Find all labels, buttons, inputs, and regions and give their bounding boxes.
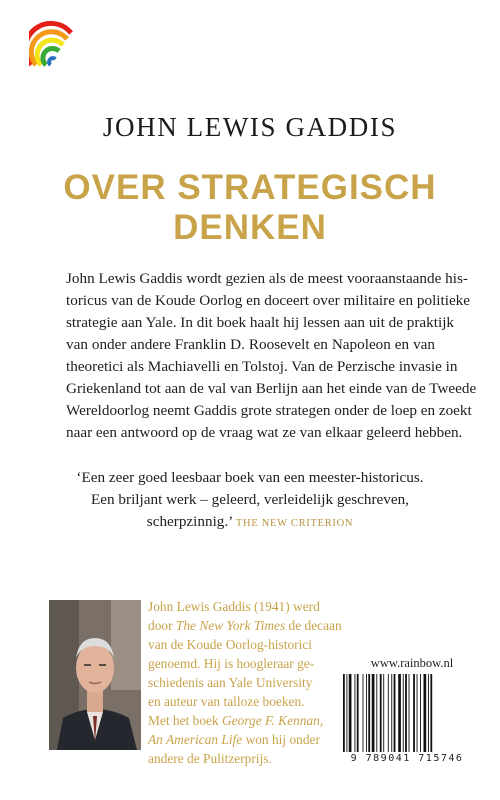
bio-italic-nyt: The New York Times [175,618,286,633]
quote-line: Een briljant werk – geleerd, verleidelijk geschreven, [91,491,409,508]
isbn-number: 9 789041 715746 [350,753,464,764]
quote-source: THE NEW CRITERION [235,518,354,529]
quote-line-text: scherpzinnig.’ [146,513,233,530]
blurb-line: Wereldoorlog neemt Gaddis grote strategen onder de loep en zoekt [66,402,472,419]
review-quote [60,467,440,535]
bio-line: andere de Pulitzerprijs. [148,751,272,766]
blurb-line: toricus van de Koude Oorlog en doceert over militaire en politieke [66,292,471,309]
bio-text: Met het boek [148,713,223,728]
bio-text: won hij onder [242,732,320,747]
blurb-line: theoretici als Machiavelli en Tolstoj. Van de Perzische invasie in [66,358,458,375]
bio-line [148,616,348,635]
blurb-line: van onder andere Franklin D. Roosevelt en Napoleon en van [66,336,435,353]
bio-line [148,730,348,749]
bio-line [148,711,348,730]
author-portrait-graphic [49,600,141,750]
blurb-paragraph [66,268,477,444]
bio-italic-book: George F. Kennan, [222,713,324,728]
bio-line: van de Koude Oorlog-historici [148,637,312,652]
barcode-icon [342,674,472,752]
rainbow-logo-icon [29,19,73,67]
book-title-line-2: DENKEN [173,208,327,247]
bio-line: genoemd. Hij is hoogleraar ge- [148,656,315,671]
blurb-line: Griekenland tot aan de val van Berlijn aan het einde van de Tweede [66,380,477,397]
bio-line: John Lewis Gaddis (1941) werd [148,599,320,614]
quote-line-last [60,511,440,535]
blurb-line: naar een antwoord op de vraag wat ze van elkaar geleerd hebben. [66,424,463,441]
author-name: JOHN LEWIS GADDIS [102,112,398,142]
author-bio [148,597,348,768]
bio-line: schiedenis aan Yale University [148,675,313,690]
bio-line: en auteur van talloze boeken. [148,694,305,709]
bio-text: door [148,618,176,633]
blurb-line: strategie aan Yale. In dit boek haalt hij lessen aan uit de praktijk [66,314,455,331]
publisher-url: www.rainbow.nl [370,656,454,670]
author-photo [49,600,141,750]
bio-italic-book-subtitle: An American Life [148,732,243,747]
blurb-line: John Lewis Gaddis wordt gezien als de meest vooraanstaande his- [66,270,468,287]
quote-line: ‘Een zeer goed leesbaar boek van een meester-historicus. [76,469,424,486]
bio-text: de decaan [285,618,342,633]
book-title-line-1: OVER STRATEGISCH [63,168,437,207]
